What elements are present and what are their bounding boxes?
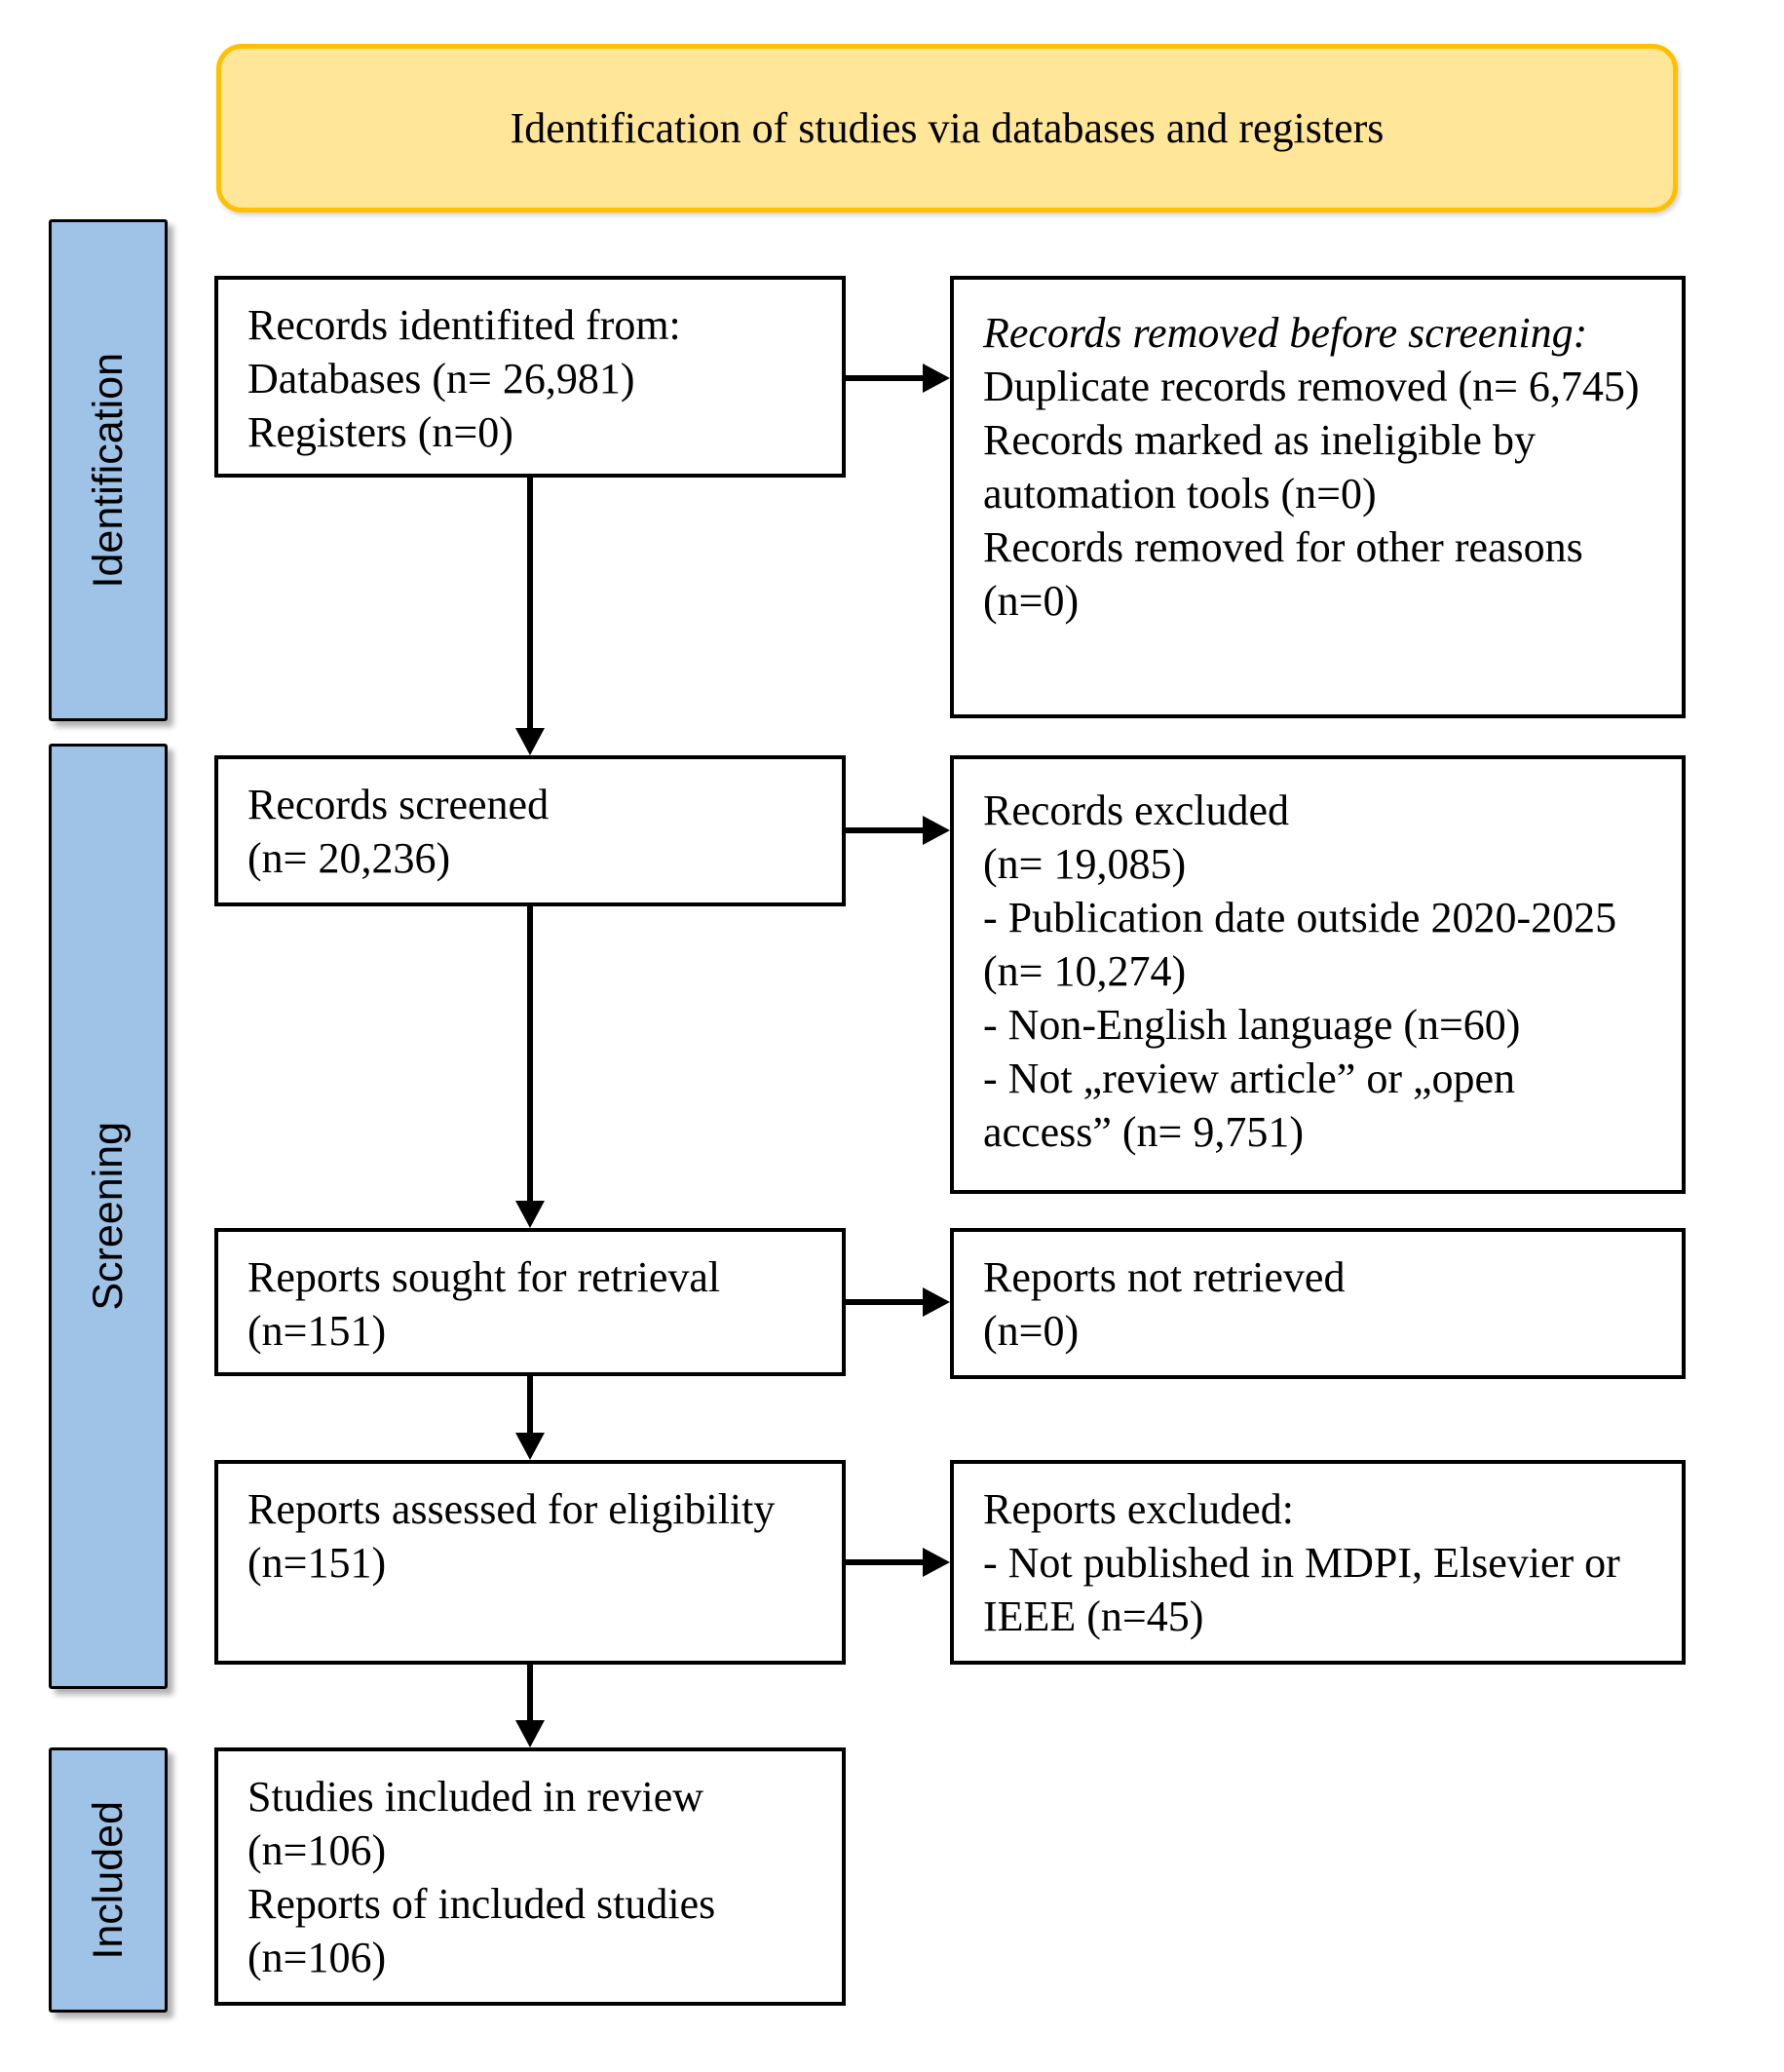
- arrow-line: [844, 827, 925, 833]
- arrow-line: [844, 1299, 925, 1305]
- box-line: - Non-English language (n=60): [983, 1001, 1521, 1049]
- box-line: (n= 20,236): [247, 834, 451, 882]
- box-line: Reports excluded:: [983, 1485, 1294, 1533]
- arrow-head-icon: [923, 816, 950, 845]
- box-line: (n=151): [247, 1307, 387, 1355]
- arrow-line: [527, 904, 533, 1201]
- box-line: Reports of included studies: [247, 1880, 716, 1928]
- stage-screening: [49, 744, 168, 1689]
- box-records-removed: [950, 276, 1686, 718]
- diagram-title: Identification of studies via databases and registers: [510, 104, 1385, 152]
- box-records-identified: [214, 276, 846, 478]
- box-line: (n=151): [247, 1539, 387, 1587]
- arrow-line: [844, 375, 925, 381]
- stage-screening-label: Screening: [84, 1122, 132, 1311]
- arrow-head-icon: [923, 364, 950, 393]
- arrow-head-icon: [515, 1720, 545, 1747]
- arrow-line: [844, 1559, 925, 1565]
- box-studies-included: [214, 1747, 846, 2006]
- stage-identification-label: Identification: [84, 352, 132, 589]
- arrow-head-icon: [923, 1548, 950, 1577]
- box-line: (n=106): [247, 1826, 387, 1874]
- box-line: - Publication date outside 2020-2025 (n= 10,274): [983, 894, 1617, 995]
- box-records-excluded: [950, 755, 1686, 1194]
- box-line: (n=0): [983, 1307, 1080, 1355]
- arrow-line: [527, 1663, 533, 1720]
- box-reports-sought: [214, 1228, 846, 1376]
- arrow-head-icon: [515, 1433, 545, 1460]
- arrow-line: [527, 476, 533, 728]
- stage-included: [49, 1747, 168, 2013]
- box-line: Duplicate records removed (n= 6,745): [983, 363, 1640, 410]
- diagram-header: [216, 44, 1678, 212]
- arrow-head-icon: [515, 1201, 545, 1228]
- box-line: Reports assessed for eligibility: [247, 1485, 776, 1533]
- box-records-screened: [214, 755, 846, 906]
- arrow-head-icon: [515, 728, 545, 755]
- stage-included-label: Included: [84, 1800, 132, 1960]
- box-line: Reports not retrieved: [983, 1253, 1346, 1301]
- box-line: (n=106): [247, 1934, 387, 1981]
- arrow-line: [527, 1374, 533, 1433]
- box-line: Records removed for other reasons (n=0): [983, 523, 1583, 625]
- box-line: Records removed before screening:: [983, 309, 1588, 357]
- box-reports-not-retrieved: [950, 1228, 1686, 1379]
- box-reports-excluded: [950, 1460, 1686, 1665]
- box-line: Registers (n=0): [247, 408, 513, 456]
- box-line: Databases (n= 26,981): [247, 355, 635, 403]
- box-line: Records marked as ineligible by automation tools (n=0): [983, 416, 1536, 518]
- box-reports-assessed: [214, 1460, 846, 1665]
- box-line: Records excluded: [983, 787, 1289, 834]
- box-line: - Not „review article” or „open access” (n= 9,751): [983, 1055, 1516, 1156]
- box-line: Records screened: [247, 781, 550, 828]
- box-line: (n= 19,085): [983, 840, 1187, 888]
- box-line: - Not published in MDPI, Elsevier or IEEE (n=45): [983, 1539, 1620, 1640]
- box-line: Records identifited from:: [247, 301, 681, 349]
- box-line: Reports sought for retrieval: [247, 1253, 721, 1301]
- box-line: Studies included in review: [247, 1773, 704, 1821]
- stage-identification: [49, 219, 168, 721]
- arrow-head-icon: [923, 1287, 950, 1317]
